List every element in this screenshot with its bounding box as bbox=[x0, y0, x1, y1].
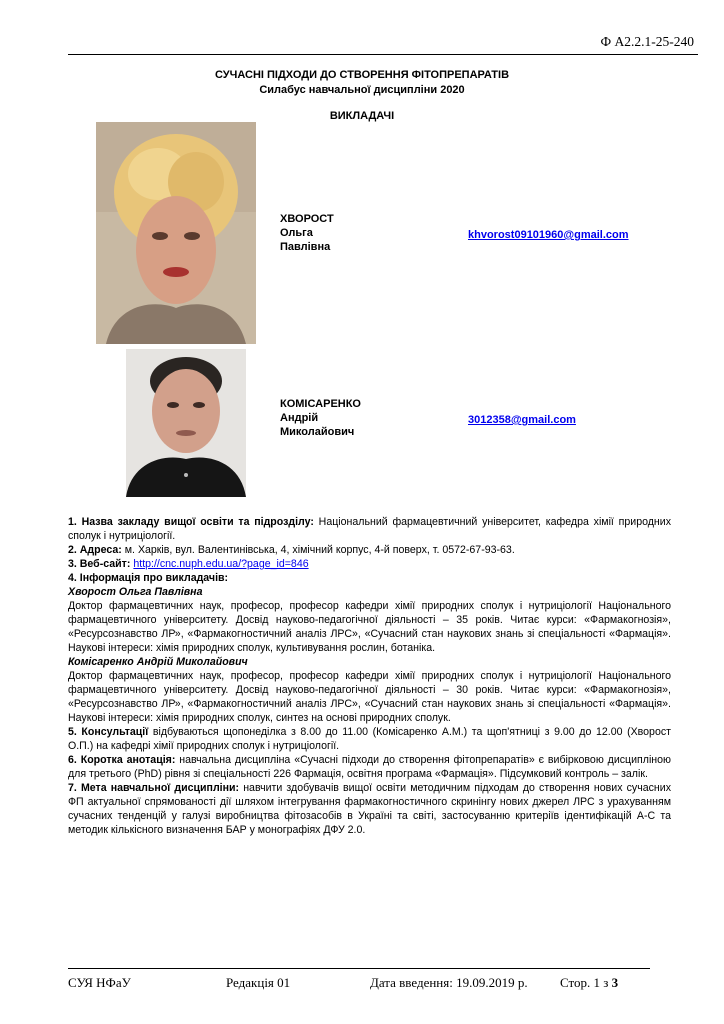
section-address bbox=[68, 543, 671, 557]
footer-org: СУЯ НФаУ bbox=[68, 975, 131, 990]
website-link[interactable]: http://cnc.nuph.edu.ua/?page_id=846 bbox=[133, 558, 309, 570]
teachers-heading: ВИКЛАДАЧІ bbox=[329, 110, 395, 122]
section-goal bbox=[68, 781, 671, 837]
teacher-bio-text: Доктор фармацевтичних наук, професор, професор кафедри хімії природних сполук і нутриціології Національного фармацевтичного університету. Досвід науково-педагогічної діяльності – 35 років. Читає курси: «Фармакогнозія», «Ресурсознавство ЛР», «Фармакогностичний аналіз ЛРС», «Сучасний стан наукових знань зі спеціальності «Фармація». Наукові інтереси: хімія природних сполук, культивування рослин, ботаніка. bbox=[68, 600, 671, 654]
teacher-bio-name: Хворост Ольга Павлівна bbox=[68, 586, 203, 598]
section-label: 6. Коротка анотація: bbox=[68, 754, 176, 766]
footer-page-number: Стор. 1 з 3 bbox=[560, 975, 619, 990]
teacher-patronymic: Миколайович bbox=[280, 426, 355, 438]
teacher-patronymic: Павлівна bbox=[280, 241, 331, 253]
teacher-email-link[interactable]: khvorost09101960@gmail.com bbox=[468, 229, 629, 241]
teacher-name-khvorost bbox=[280, 212, 334, 254]
teacher-first-name: Андрій bbox=[280, 412, 319, 424]
teacher-bio-name: Комісаренко Андрій Миколайович bbox=[68, 656, 248, 668]
section-website bbox=[68, 557, 671, 571]
teacher-email-link[interactable]: 3012358@gmail.com bbox=[468, 414, 576, 426]
teacher-photo-khvorost bbox=[96, 122, 256, 344]
section-label: 3. Веб-сайт: bbox=[68, 558, 131, 570]
section-text: навчальна дисципліна «Сучасні підходи до створення фітопрепаратів» є вибірковою дисципліною для третього (PhD) рівня зі спеціальності 226 Фармація, освітня програма «Фармація». Підсумковий контроль – залік. bbox=[68, 754, 671, 780]
teacher-surname: ХВОРОСТ bbox=[280, 213, 334, 225]
document-code: Ф А2.2.1-25-240 bbox=[600, 34, 694, 49]
section-text: відбуваються щопонеділка з 8.00 до 11.00 (Комісаренко А.М.) та щоп'ятниці з 9.00 до 12.00 (Хворост О.П.) на кафедрі хімії природних сполук і нутриціології. bbox=[68, 726, 671, 752]
section-text: Національний фармацевтичний університет, кафедра хімії природних сполук і нутриціології. bbox=[68, 516, 671, 542]
section-institution bbox=[68, 515, 671, 543]
section-text: м. Харків, вул. Валентинівська, 4, хімічний корпус, 4-й поверх, т. 0572-67-93-63. bbox=[121, 544, 515, 556]
teacher-bio-text: Доктор фармацевтичних наук, професор, професор кафедри хімії природних сполук і нутриціології Національного фармацевтичного університету. Досвід науково-педагогічної діяльності – 30 років. Читає курси: «Фармакогнозія», «Ресурсознавство ЛР», «Фармакогностичний аналіз ЛРС», «Сучасний стан наукових знань зі спеціальності «Фармація». Наукові інтереси: хімія природних сполук, синтез на основі природних сполук. bbox=[68, 670, 671, 724]
section-consultations bbox=[68, 725, 671, 753]
teacher-first-name: Ольга bbox=[280, 227, 313, 239]
section-label: 7. Мета навчальної дисципліни: bbox=[68, 782, 240, 794]
footer-edition: Редакція 01 bbox=[226, 975, 291, 990]
header-rule bbox=[68, 54, 698, 55]
section-annotation bbox=[68, 753, 671, 781]
footer-date: Дата введення: 19.09.2019 р. bbox=[370, 975, 528, 990]
section-label: 4. Інформація про викладачів: bbox=[68, 572, 229, 584]
section-teachers-info bbox=[68, 571, 671, 585]
teacher-surname: КОМІСАРЕНКО bbox=[280, 398, 361, 410]
section-label: 2. Адреса: bbox=[68, 544, 122, 556]
teacher-photo-komisarenko bbox=[126, 349, 246, 497]
teacher-name-komisarenko bbox=[280, 397, 361, 439]
section-text: навчити здобувачів вищої освіти методичним підходам до створення нових сучасних ФП актуальної спрямованості дії шляхом інтегрування фармакогностичного скринінгу нових джерел ЛРС з урахуванням сучасних тенденцій у галузі виробництва фітозасобів в Україні та світі, застосуванню критеріїв ідентифікацій А-С та методик кількісного визначення БАР у монографіях ДФУ 2.0. bbox=[68, 782, 671, 836]
syllabus-body bbox=[68, 515, 671, 837]
section-label: 1. Назва закладу вищої освіти та підрозділу: bbox=[68, 516, 314, 528]
footer-rule bbox=[68, 968, 650, 969]
course-title: СУЧАСНІ ПІДХОДИ ДО СТВОРЕННЯ ФІТОПРЕПАРАТІВ bbox=[214, 69, 510, 81]
section-label: 5. Консультації bbox=[68, 726, 149, 738]
course-subtitle: Силабус навчальної дисципліни 2020 bbox=[259, 84, 465, 96]
